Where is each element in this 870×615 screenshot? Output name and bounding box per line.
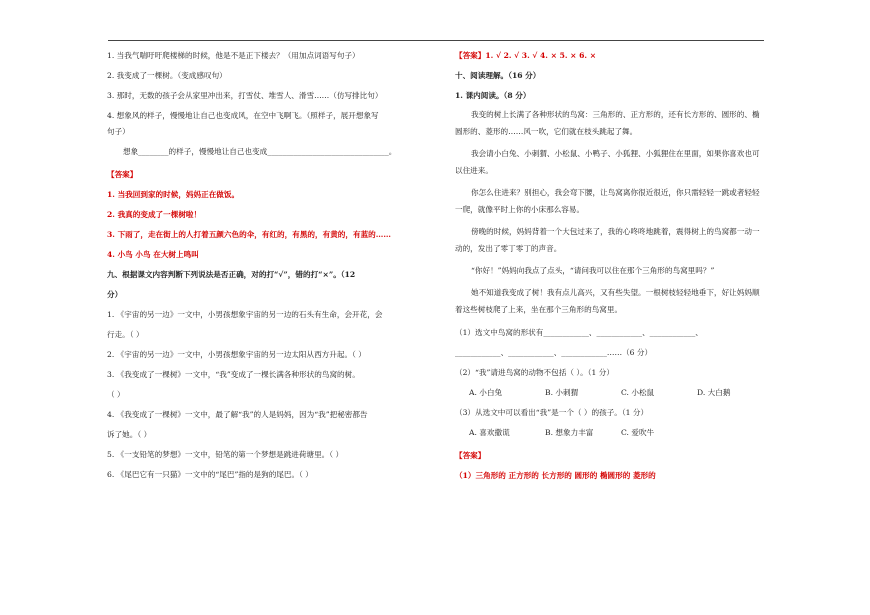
judge-6: 6. 《尾巴它有一只猫》一文中的“尾巴”指的是狗的尾巴。（ ） [107, 470, 313, 479]
answer-judgement: 【答案】1. √ 2. √ 3. √ 4. × 5. × 6. × [455, 51, 597, 60]
option-c: C. 爱吹牛 [621, 428, 655, 437]
judge-2: 2. 《宇宙的另一边》一文中，小男孩想象宇宙的另一边太阳从西方升起。（ ） [107, 350, 366, 359]
reading-question-3: （3）从选文中可以看出“我”是一个（ ）的孩子。（1 分） [455, 408, 649, 417]
question-3: 3. 那时，无数的孩子会从家里冲出来，打雪仗、堆雪人、滑雪……（仿写排比句） [107, 91, 383, 100]
passage-paragraph-3: 你怎么住进来？别担心，我会弯下腰，让鸟窝离你很近很近，你只需轻轻一跳或者轻轻一爬，就像平时上你的小床那么容易。 [455, 188, 760, 214]
judge-4-line-1: 4. 《我变成了一棵树》一文中，最了解“我”的人是妈妈，因为“我”把秘密都告 [107, 410, 368, 419]
option-a: A. 小白兔 [469, 388, 503, 397]
passage-paragraph-4: 傍晚的时候，妈妈背着一个大包过来了，我的心咚咚地跳着，震得树上的鸟窝都一动一动的，发出了零丁零丁的声音。 [455, 227, 760, 253]
reading-question-2: （2）“我”请进鸟窝的动物不包括（ ）。（1 分） [455, 368, 614, 377]
answer-4: 4. 小鸟 小鸟 在大树上鸣叫 [107, 250, 199, 259]
option-a: A. 喜欢撒谎 [469, 428, 510, 437]
passage-paragraph-5: “你好！”妈妈向我点了点头，“请问我可以住在那个三角形的鸟窝里吗？” [471, 266, 715, 275]
judge-3-line-1: 3. 《我变成了一棵树》一文中，“我”变成了一棵长满各种形状的鸟窝的树。 [107, 370, 360, 379]
passage-paragraph-6: 她不知道我变成了树！我有点儿高兴，又有些失望。一根树枝轻轻地垂下，好让妈妈顺着这些树枝爬了上来，坐在那个三角形的鸟窝里。 [455, 288, 760, 314]
answer-label: 【答案】 [107, 170, 138, 179]
reading-question-1: （1）选文中鸟窝的形状有____________、____________、____________、 [455, 328, 703, 337]
option-d: D. 大白鹅 [697, 388, 731, 397]
option-c: C. 小松鼠 [621, 388, 655, 397]
passage-paragraph-1: 我变的树上长满了各种形状的鸟窝：三角形的、正方形的，还有长方形的、圆形的、椭圆形的、菱形的……风一吹，它们就在枝头跳起了舞。 [455, 110, 760, 136]
judge-1-line-1: 1. 《宇宙的另一边》一文中，小男孩想象宇宙的另一边的石头有生命，会开花，会 [107, 310, 383, 319]
question-4-fill: 想象________的样子，慢慢地让自己也变成________________________________。 [123, 147, 397, 156]
judge-4-line-2: 诉了她。（ ） [107, 430, 152, 439]
question-4-line-1: 4. 想象风的样子，慢慢地让自己也变成风，在空中飞啊飞。（照样子，展开想象写 [107, 111, 379, 120]
question-2: 2. 我变成了一棵树。（变成感叹句） [107, 71, 227, 80]
subsection-1-title: 1. 课内阅读。（8 分） [455, 91, 531, 100]
reading-question-2-options [455, 387, 767, 398]
option-b: B. 小刺猬 [545, 388, 579, 397]
judge-5: 5. 《一支铅笔的梦想》一文中，铅笔的第一个梦想是跳进荷塘里。（ ） [107, 450, 344, 459]
passage-paragraph-2: 我会请小白兔、小刺猬、小松鼠、小鸭子、小狐狸、小狐狸住在里面，如果你喜欢也可以住进来。 [455, 149, 760, 175]
section-10-title: 十、阅读理解。（16 分） [455, 71, 541, 80]
reading-question-3-options [455, 427, 767, 438]
question-1: 1. 当我气喘吁吁爬楼梯的时候，他是不是正下楼去？（用加点词语写句子） [107, 51, 360, 60]
judge-3-line-2: （ ） [107, 390, 125, 399]
left-column [107, 50, 427, 480]
top-rule [108, 40, 764, 41]
answer-label: 【答案】 [455, 451, 486, 460]
question-4-line-2: 句子） [107, 127, 130, 136]
answer-final: （1）三角形的 正方形的 长方形的 圆形的 椭圆形的 菱形的 [455, 471, 656, 480]
option-b: B. 想象力丰富 [545, 428, 594, 437]
section-9-title-cont: 分） [107, 290, 123, 299]
right-column [455, 50, 767, 481]
answer-3: 3. 下雨了，走在街上的人打着五颜六色的伞，有红的，有黑的，有黄的，有蓝的…… [107, 230, 391, 239]
reading-question-1-cont: ____________、____________、____________……（6 分） [455, 348, 653, 357]
section-9-title: 九、根据课文内容判断下列说法是否正确，对的打“√”，错的打“×”。（12 [107, 270, 356, 279]
answer-2: 2. 我真的变成了一棵树啦！ [107, 210, 202, 219]
judge-1-line-2: 行走。（ ） [107, 330, 144, 339]
answer-1: 1. 当我回到家的时候，妈妈正在做饭。 [107, 190, 240, 199]
